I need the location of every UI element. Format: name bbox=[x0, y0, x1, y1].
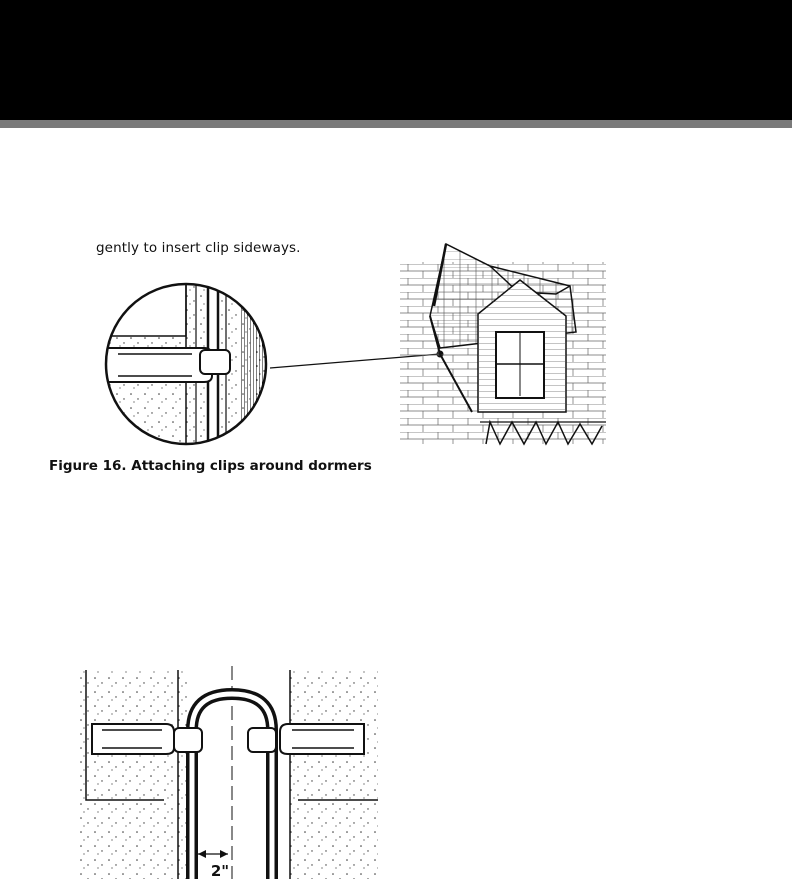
figure-17-illustration bbox=[78, 660, 378, 879]
header-gray-rule bbox=[0, 120, 792, 128]
figure-16-illustration bbox=[100, 236, 610, 448]
continued-instruction-text: gently to insert clip sideways. bbox=[96, 240, 301, 256]
gap-measure-label: 2" bbox=[210, 862, 230, 879]
dormer-drawing bbox=[400, 244, 606, 444]
figure-16-caption: Figure 16. Attaching clips around dormers bbox=[49, 458, 372, 474]
top-black-band bbox=[0, 0, 792, 120]
clip-detail-circle bbox=[100, 276, 280, 448]
